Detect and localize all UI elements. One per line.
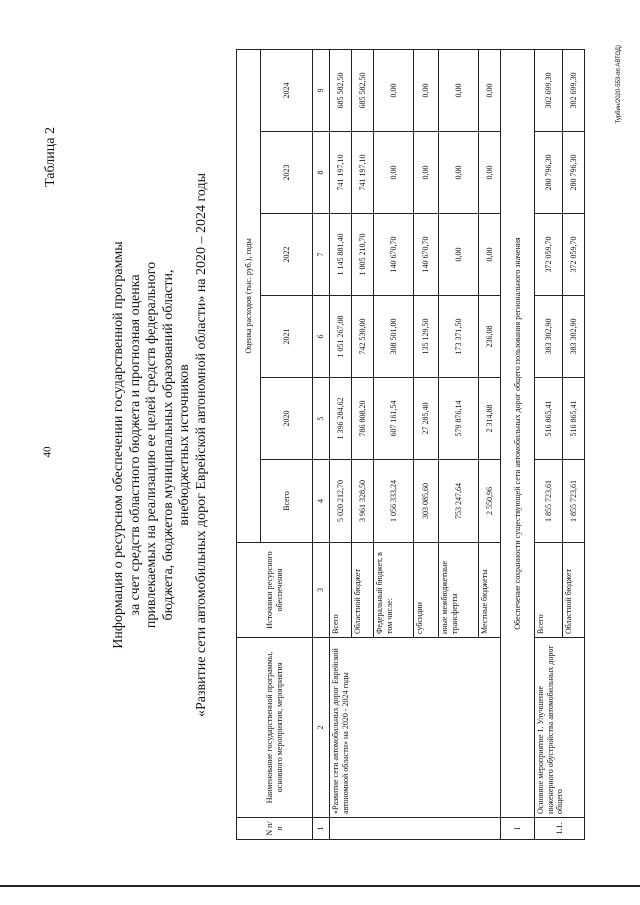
value-cell: 308 501,00 [374, 296, 414, 378]
source-cell: Областной бюджет [352, 543, 374, 638]
value-cell: 0,00 [414, 49, 439, 131]
value-cell: 0,00 [439, 49, 479, 131]
col-number: 5 [313, 378, 330, 460]
program-name: «Развитие сети автомобильных дорог Еврейской автономной области» на 2020 - 2024 годы [330, 638, 501, 818]
value-cell: 0,00 [374, 132, 414, 214]
value-cell: 0,00 [439, 132, 479, 214]
table-title [111, 85, 210, 805]
measure-num: 1.1. [535, 818, 585, 840]
source-cell: Областной бюджет [563, 543, 585, 638]
value-cell: 0,00 [479, 214, 501, 296]
section-title: Обеспечение сохранности существующей сети автомобильных дорог общего пользования регионального значения [501, 49, 535, 817]
value-cell: 607 161,54 [374, 378, 414, 460]
table-row [501, 49, 535, 839]
header-year: 2023 [261, 132, 313, 214]
value-cell: 1 855 723,61 [535, 460, 563, 543]
value-cell: 3 961 328,50 [352, 460, 374, 543]
col-number: 9 [313, 49, 330, 131]
col-number: 8 [313, 132, 330, 214]
value-cell: 372 059,70 [535, 214, 563, 296]
col-number: 6 [313, 296, 330, 378]
value-cell: 579 876,14 [439, 378, 479, 460]
header-total: Всего [261, 460, 313, 543]
bottom-rule [0, 885, 640, 887]
value-cell: 741 197,10 [352, 132, 374, 214]
document-code: Турбин/2020-553-пп АВТОД) [616, 45, 622, 124]
value-cell: 302 699,30 [563, 49, 585, 131]
value-cell: 2 550,96 [479, 460, 501, 543]
value-cell: 280 796,30 [563, 132, 585, 214]
value-cell: 0,00 [479, 132, 501, 214]
col-number: 2 [313, 638, 330, 818]
value-cell: 516 865,41 [535, 378, 563, 460]
value-cell: 1 855 723,61 [563, 460, 585, 543]
source-cell: иные межбюджетные трансферты [439, 543, 479, 638]
value-cell: 0,00 [374, 49, 414, 131]
table-row [535, 49, 563, 839]
value-cell: 140 670,70 [414, 214, 439, 296]
col-number: 1 [313, 818, 330, 840]
source-cell: Федеральный бюджет, в том числе: [374, 543, 414, 638]
title-line: внебюджетных источников [177, 364, 192, 526]
value-cell: 236,08 [479, 296, 501, 378]
value-cell: 685 582,50 [352, 49, 374, 131]
header-estimate: Оценка расходов (тыс. руб.), годы [237, 49, 261, 542]
header-year: 2020 [261, 378, 313, 460]
header-year: 2022 [261, 214, 313, 296]
title-line: привлекаемых на реализацию ее целей средств федерального [144, 261, 159, 629]
value-cell: 1 051 267,08 [330, 296, 352, 378]
value-cell: 0,00 [414, 132, 439, 214]
value-cell: 383 302,90 [535, 296, 563, 378]
value-cell: 280 796,30 [535, 132, 563, 214]
source-cell: субсидии [414, 543, 439, 638]
value-cell: 1 056 333,24 [374, 460, 414, 543]
value-cell: 2 314,88 [479, 378, 501, 460]
program-num [330, 818, 501, 840]
table-label: Таблица 2 [43, 127, 58, 187]
value-cell: 685 582,50 [330, 49, 352, 131]
value-cell: 0,00 [479, 49, 501, 131]
col-number: 7 [313, 214, 330, 296]
page-number: 40 [41, 446, 54, 458]
value-cell: 1 396 284,62 [330, 378, 352, 460]
value-cell: 753 247,64 [439, 460, 479, 543]
value-cell: 786 808,20 [352, 378, 374, 460]
title-line: Информация о ресурсном обеспечении государственной программы [111, 241, 126, 649]
value-cell: 303 085,60 [414, 460, 439, 543]
col-number: 3 [313, 543, 330, 638]
value-cell: 0,00 [439, 214, 479, 296]
title-line: «Развитие сети автомобильных дорог Еврейской автономной области» на 2020 – 2024 годы [193, 172, 209, 718]
source-cell: Всего [330, 543, 352, 638]
value-cell: 27 285,40 [414, 378, 439, 460]
section-num: I [501, 818, 535, 840]
source-cell: Всего [535, 543, 563, 638]
value-cell: 1 145 881,40 [330, 214, 352, 296]
table-row [330, 49, 352, 839]
header-year: 2021 [261, 296, 313, 378]
value-cell: 372 059,70 [563, 214, 585, 296]
value-cell: 1 005 210,70 [352, 214, 374, 296]
value-cell: 302 699,30 [535, 49, 563, 131]
header-num: N п/п [237, 818, 313, 840]
resource-table [236, 49, 585, 840]
col-number: 4 [313, 460, 330, 543]
value-cell: 173 371,50 [439, 296, 479, 378]
value-cell: 741 197,10 [330, 132, 352, 214]
value-cell: 742 530,00 [352, 296, 374, 378]
source-cell: Местные бюджеты [479, 543, 501, 638]
header-name: Наименование государственной программы, основного мероприятия, мероприятия [237, 638, 313, 818]
measure-name: Основное мероприятие 1. Улучшение инженерного обустройства автомобильных дорог общего [535, 638, 585, 818]
rotated-table-sheet [33, 35, 628, 865]
value-cell: 135 129,50 [414, 296, 439, 378]
title-line: за счет средств областного бюджета и прогнозная оценка [127, 274, 143, 616]
value-cell: 516 865,41 [563, 378, 585, 460]
value-cell: 140 670,70 [374, 214, 414, 296]
header-source: Источники ресурсного обеспечения [237, 543, 313, 638]
value-cell: 383 302,90 [563, 296, 585, 378]
title-line: бюджета, бюджетов муниципальных образований области, [160, 269, 176, 621]
header-year: 2024 [261, 49, 313, 131]
value-cell: 5 020 212,70 [330, 460, 352, 543]
